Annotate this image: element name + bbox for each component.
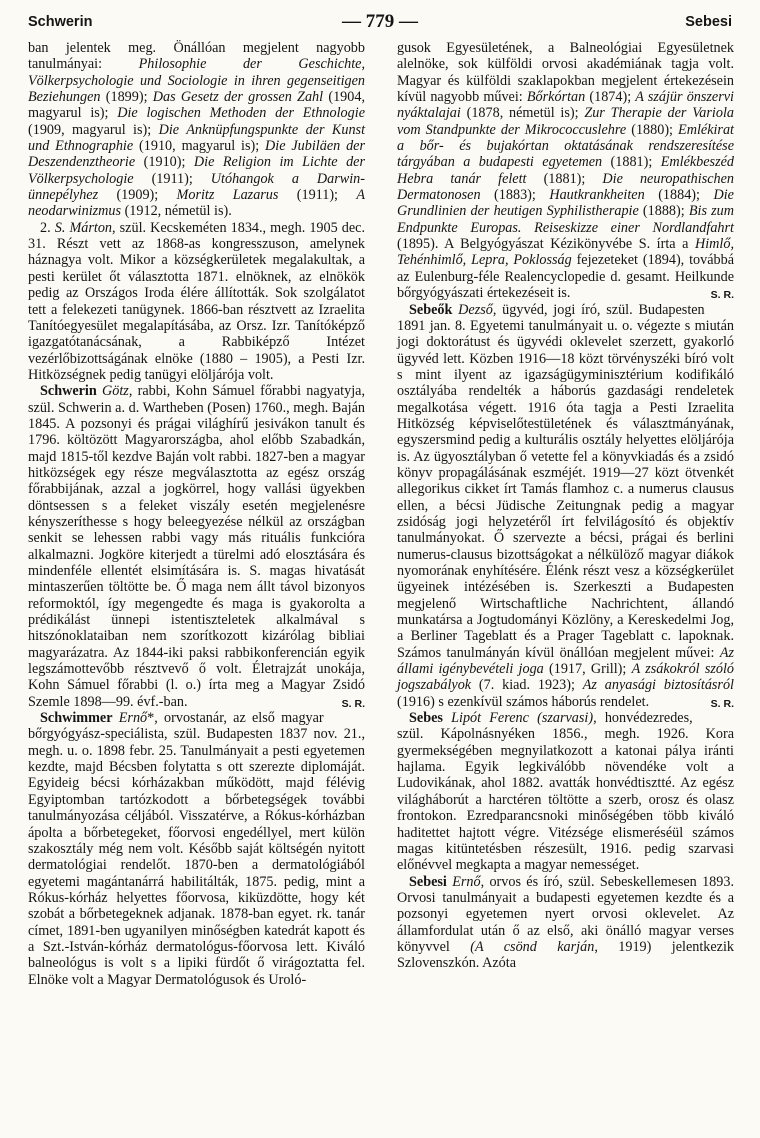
text-run: (1911); bbox=[278, 187, 357, 204]
text-run: *, orvostanár, az első magyar bőrgyógyász-speciálista, szül. Budapesten 1837 nov. 21., megh. u. o. 1898 febr. 25. Tanulmányait a pesti egyetemen kezdte, majd Bécsben folytatta s ott szerezte diplomáját. Egyideig bécsi kórházakban működött, majd félévig Egyiptomban tartózkodott a bőrbetegségek további tanulmányozása céljából. Visszatérve, a Rókus-kórházban ápolta a bőrbetegeket, főorvosi engedéllyel, mert külön szakosztály még nem volt. Később saját költségén nyitott dermatológiai rendelőt. 1870-ben a dermatológiából egyetemi magántanárrá habilitálták, 1875. pedig, mint a Rókus-kórház helyettes főorvosa, kiküzdötte, hogy két szobát a bőrbetegeknek adjanak. 1878-ban egyet. rk. tanár címet, 1891-ben ugyanilyen minőségben katedrát kapott és a Szt.-István-kórház dermatológus-főorvosa lett. Kiváló balneológus is volt s a lipiki fürdőt ő virágoztatta fel. Elnöke volt a Magyar Dermatológusok és Uroló- bbox=[28, 710, 365, 988]
text-run: , szül. Kecskeméten 1834., megh. 1905 dec. 31. Részt vett az 1868-as kongresszuson, amelynek háznagya volt. Mikor a községkerületek megalakultak, a pesti kerület őt választotta 1871. elnöknek, az elnökök pedig az Országos Iroda élére állították. Sok szolgálatot tett a felekezeti tanügynek. 1866-ban résztvett az Izraelita Tanítóegyesület megalapításába, az Orsz. Izr. Tanítóképző igazgatótanácsának, a Rabbiképző Intézet vezérlőbizottságának elnöke (1880 – 1905), a Pesti Izr. Hitközségnek pedig tanügyi elöljárója volt. bbox=[28, 219, 366, 383]
text-run: , honvédezredes, szül. Kápolnásnyéken 1856., megh. 1926. Kora gyermekségében megnyilatkozott a katonai pálya iránti hajlama. Egyik legkiválóbb növendéke volt a Ludovikának, ahol 1882. avatták honvédtisztté. Az egész világháborút a harctéren töltötte a szerb, orosz és olasz frontokon. Ezredparancsnoki minőségében több kiváló haditettet hajtott végre. Vitézsége elismeréséül számos magas kitüntetésben részesült, 1916. pedig szarvasi előnévvel megkapta a magyar nemességet. bbox=[397, 710, 734, 874]
text-run: (1912, németül is). bbox=[121, 203, 232, 220]
italic-text: Dezső bbox=[458, 301, 493, 318]
header-left-keyword: Schwerin bbox=[28, 14, 93, 30]
text-run: (1916) s ezenkívül számos háborús rendelet. bbox=[397, 693, 650, 710]
italic-text: Lipót Ferenc (szarvasi) bbox=[451, 710, 594, 727]
text-run: (1899); bbox=[100, 89, 153, 106]
italic-text: Bis zum Endpunkte Europas. Reiseskizze einer Nordlandfahrt bbox=[397, 203, 734, 236]
text-run: (1881); bbox=[526, 170, 603, 187]
italic-text: Die logischen Methoden der Ethnologie bbox=[117, 105, 365, 122]
italic-text: Bőrkórtan bbox=[526, 89, 586, 106]
text-run: (7. kiad. 1923); bbox=[471, 677, 583, 694]
text-run: (1910, magyarul is); bbox=[133, 138, 266, 155]
text-run: , 1919) jelentkezik Szlovenszkón. Azóta bbox=[397, 938, 735, 972]
left-column bbox=[28, 40, 365, 988]
italic-text: Emlékirat a bőr- és bujakórtan oktatásának rendszeresítése tárgyában a budapesti egyetemen bbox=[397, 121, 734, 171]
text-run: (1874); bbox=[585, 89, 636, 106]
italic-text: Die neuropathischen Dermatonosen bbox=[397, 170, 734, 204]
text-run: , rabbi, Kohn Sámuel főrabbi nagyatyja, szül. Schwerin a. d. Wartheben (Posen) 1760., megh. Baján 1845. A pozsonyi és prágai világhírű jesivákon tanult és 1796. költözött Magyarországba, ahol előbb Szabadkán, majd 1815-től kezdve Baján volt rabbi. 1827-ben a magyar hitközségek egy része megválasztotta az egész ország főrabbijának, azzal a jogkörrel, hogy vallási ügyekben döntsessen s a feleket viszály esetén megjelenésre kényszeríthesse s hogy beleegyezése nélkül az országban senkit se lehessen rabbi vagy más rituális funkcióra alkalmazni. Jogköre kiterjedt a türelmi adó elosztására és mindenféle ellentét elsimítására is. S. magas hivatását mintaszerűen töltötte be. Ő maga nem állt távol bizonyos reformoktól, így megengedte és maga is gyakorolta a prédikálást ünnepi istentiszteletek alkalmával s hitszónoklataiban nem szorítkozott kizárólag bibliai magyarázatra. Az 1844-iki paksi rabbikonferencián egyik legszámottevőbb résztvevő ő volt. Életrajzát unokája, Kohn Sámuel főrabbi (l. o.) írta meg a Magyar Zsidó Szemle 1898—99. évf.-ban. bbox=[28, 383, 366, 710]
text-run bbox=[443, 710, 451, 726]
entry-paragraph-sebeok-dezso bbox=[397, 302, 734, 711]
author-signature: S. R. bbox=[341, 697, 365, 710]
text-run: (1909); bbox=[98, 187, 177, 204]
entry-paragraph-sebes-lipot bbox=[397, 710, 734, 873]
text-run: (1911); bbox=[133, 170, 211, 187]
italic-text: A neodarwinizmus bbox=[28, 187, 365, 220]
entry-continuation-paragraph bbox=[28, 40, 365, 220]
text-run: (1909, magyarul is); bbox=[28, 121, 159, 138]
italic-text: Philosophie der Geschichte, Völkerpsychologie und Sociologie in ihren gegenseitigen Beziehungen bbox=[28, 56, 365, 106]
text-run: (1888); bbox=[638, 203, 689, 220]
italic-text: Utóhangok a Darwin-ünnepélyhez bbox=[28, 170, 365, 204]
entry-headword: Sebeők bbox=[409, 301, 453, 318]
text-run: (1895). A Belgyógyászat Kézikönyvébe S. írta a bbox=[397, 236, 695, 253]
italic-text: Ernő bbox=[452, 873, 481, 890]
text-run: gusok Egyesületének, a Balneológiai Egyesületnek alelnöke, sok külföldi orvosi akadémiának tagja volt. Magyar és külföldi szaklapokban megjelent értekezésein kívül nagyobb művei: bbox=[397, 40, 734, 106]
entry-headword: Sebes bbox=[409, 710, 443, 727]
text-run: (1881); bbox=[602, 154, 661, 171]
italic-text: Az anyasági biztosításról bbox=[582, 677, 734, 694]
italic-text: Az állami igénybevételi joga bbox=[397, 644, 734, 678]
text-run: fejezeteket (1894), továbbá az Eulenburg-féle Realencyclopedie d. gesamt. Heilkunde bőrgyógyászati értekezéseit is. bbox=[397, 252, 734, 302]
entry-continuation-paragraph bbox=[397, 40, 734, 302]
running-header bbox=[28, 10, 732, 34]
right-column bbox=[397, 40, 734, 972]
author-signature: S. R. bbox=[710, 289, 734, 302]
entry-headword: Schwimmer bbox=[40, 710, 113, 727]
entry-headword: Schwerin bbox=[40, 383, 97, 400]
italic-text: Emlékbeszéd Hebra tanár felett bbox=[397, 154, 734, 187]
italic-text: Ernő bbox=[118, 710, 148, 727]
page-number: — 779 — bbox=[342, 11, 418, 32]
entry-paragraph-schwerin-gotz bbox=[28, 383, 365, 710]
italic-text: A szájür önszervi nyáktalajai bbox=[397, 89, 734, 122]
entry-paragraph-s-marton bbox=[28, 220, 365, 383]
italic-text: Götz bbox=[102, 383, 129, 400]
italic-text: A zsákokról szóló jogszabályok bbox=[397, 661, 735, 694]
entry-paragraph-sebesi-erno bbox=[397, 874, 734, 972]
entry-paragraph-schwimmer-erno bbox=[28, 710, 365, 988]
text-run: (1884); bbox=[644, 187, 714, 204]
text-run: (1910); bbox=[135, 154, 194, 171]
text-run: (1904, magyarul is); bbox=[28, 89, 365, 122]
text-run: (1878, németül is); bbox=[460, 105, 585, 122]
header-right-keyword: Sebesi bbox=[685, 14, 732, 30]
italic-text: Die Grundlinien der heutigen Syphilistherapie bbox=[397, 187, 734, 220]
text-run: ban jelentek meg. Önállóan megjelent nagyobb tanulmányai: bbox=[28, 40, 365, 73]
italic-text: S. Márton bbox=[54, 219, 113, 236]
italic-text: Moritz Lazarus bbox=[176, 187, 279, 204]
entry-headword: Sebesi bbox=[409, 873, 447, 890]
text-run: (1880); bbox=[626, 121, 679, 138]
italic-text: (A csönd karján bbox=[470, 938, 595, 955]
text-run: 2. bbox=[40, 219, 55, 236]
text-run: (1883); bbox=[480, 187, 550, 204]
italic-text: Die Jubiläen der Deszendenztheorie bbox=[28, 138, 366, 171]
italic-text: Das Gesetz der grossen Zahl bbox=[152, 89, 324, 106]
text-run: (1917, Grill); bbox=[543, 661, 632, 678]
text-run: , ügyvéd, jogi író, szül. Budapesten 1891 jan. 8. Egyetemi tanulmányait u. o. végezte s miután jogi doktorátust és ügyvédi oklevelet szerzett, gyakorló ügyvéd lett. Közben 1916—18 közt törvényszéki bíró volt s mint ilyent az igazságügyminisztérium kodifikáló osztályába rendelték a háborús gazdasági rendeletek megalkotása végett. 1916 óta tagja a Pesti Izraelita Hitközség képviselőtestületének és választmányának, egyszersmind pedig a kulturális osztály helyettes elöljárója is. Az ügyosztályban ő vetette fel a könyvkiadás és a zsidó könyv propagálásának eszméjét. 1919—27 közt ötvenkét allegorikus cikket írt Tamás flamhoz c. a numerus clausus ellen, a bécsi Jüdische Zeitungnak pedig a magyar zsidóság jogi helyzetéről írt felvilágosító és objektív tanulmányokat. Ő szervezte a bécsi, prágai és berlini numerus-clausus bizottságokat a nélkülöző magyar diákok nyomorának enyhítésére. Élénk részt vesz a községkerület ügyeinek intézésében is. Szerkeszti a Budapesten megjelenő Wirtschaftliche Nachrichtent, állandó munkatársa a Jogtudományi Közlöny, a Kereskedelmi Jog, a Berliner Tageblatt és a Prager Tageblatt c. lapoknak. Számos tanulmányán kívül önállóan megjelent művei: bbox=[397, 301, 734, 661]
italic-text: Zur Therapie der Variola vom Standpunkte der Mikrococcuslehre bbox=[397, 105, 734, 138]
italic-text: Hautkrankheiten bbox=[549, 187, 645, 204]
italic-text: Die Anknüpfungspunkte der Kunst und Ethnographie bbox=[28, 121, 366, 155]
author-signature: S. R. bbox=[710, 697, 734, 710]
text-run: , orvos és író, szül. Sebeskellemesen 1893. Orvosi tanulmányait a budapesti egyetemen kezdte és a pozsonyi egyetemen nyert orvosi oklevelet. Az államfordulat után ő az első, aki önálló magyar verses könyvvel bbox=[397, 873, 735, 955]
italic-text: Die Religion im Lichte der Völkerpsychologie bbox=[28, 154, 365, 187]
italic-text: Himlő, Tehénhimlő, Lepra, Poklosság bbox=[397, 236, 734, 269]
